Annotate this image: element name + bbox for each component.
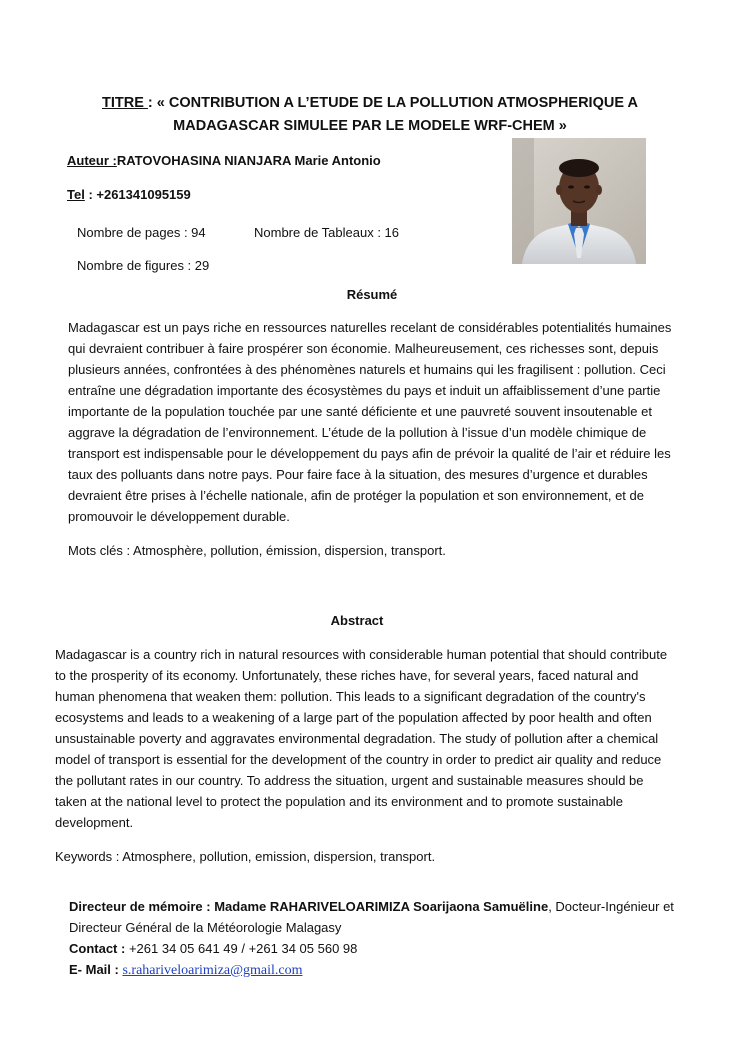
author-label: Auteur : xyxy=(67,153,117,168)
email-label: E- Mail : xyxy=(69,962,123,977)
resume-text: Madagascar est un pays riche en ressources naturelles recelant de considérables potentialités humaines qui devraient contribuer à faire prospérer son économie. Malheureusement, ces richesses sont, depuis plusieurs années, confrontées à des phénomènes naturels et humains qui les fragilisent : pollution. Ceci entraîne une dégradation importante des écosystèmes du pays et induit un affaiblissement d’une partie importante de la population touchée par une santé déficiente et une pauvreté souvent insoutenable et aggrave la dégradation de l’environnement. L’étude de la pollution à l’issue d’un modèle chimique de transport est indispensable pour le développement du pays afin de prévoir la qualité de l’air et réduire les taux des polluants dans notre pays. Pour faire face à la situation, des mesures d’urgence et durables devraient être prises à l’échelle nationale, afin de protéger la population et son environnement, et de promouvoir le développement durable. xyxy=(68,320,672,524)
author-photo xyxy=(512,138,646,264)
pages-count: Nombre de pages : 94 xyxy=(77,225,206,240)
contact-label: Contact : xyxy=(69,941,129,956)
abstract-heading: Abstract xyxy=(330,613,384,628)
title-line-2: MADAGASCAR SIMULEE PAR LE MODELE WRF-CHEM » xyxy=(173,118,567,134)
abstract-keywords: Keywords : Atmosphere, pollution, emission, dispersion, transport. xyxy=(55,849,436,864)
author-name: RATOVOHASINA NIANJARA Marie Antonio xyxy=(116,153,381,168)
author-photo-portrait xyxy=(512,138,646,264)
resume-heading: Résumé xyxy=(346,287,398,302)
tables-count: Nombre de Tableaux : 16 xyxy=(254,225,400,240)
resume-keywords: Mots clés : Atmosphère, pollution, émission, dispersion, transport. xyxy=(68,543,446,558)
director-line xyxy=(69,896,689,938)
figures-count: Nombre de figures : 29 xyxy=(77,258,210,273)
title-colon: : xyxy=(147,95,157,111)
author-line xyxy=(67,153,381,169)
title-line-1: « CONTRIBUTION A L’ETUDE DE LA POLLUTION ATMOSPHERIQUE A xyxy=(156,95,638,111)
director-block xyxy=(69,896,689,981)
phone-line xyxy=(67,187,191,203)
title-label: TITRE xyxy=(102,95,148,111)
email-line xyxy=(69,959,689,981)
document-title xyxy=(60,92,680,138)
abstract-text: Madagascar is a country rich in natural resources with considerable human potential that should contribute to the prosperity of its economy. Unfortunately, these riches have, for several years, faced natural and human phenomena that weaken them: pollution. This leads to a significant degradation of the country's ecosystems and leads to a weakening of a large part of the population affected by poor health and often unsustainable poverty and aggravates environmental degradation. The study of pollution after a chemical model of transport is essential for the development of the country in order to predict air quality and reduce the pollutant rates in our country. To address the situation, urgent and sustainable measures should be taken at the national level to protect the population and its environment and to promote sustainable development. xyxy=(55,647,668,830)
director-title: , Docteur-Ingénieur et Directeur Général de la Météorologie Malagasy xyxy=(69,899,674,935)
phone-value: : +261341095159 xyxy=(84,187,191,202)
phone-label: Tel xyxy=(67,187,85,202)
director-label: Directeur de mémoire : Madame RAHARIVELOARIMIZA Soarijaona Samuëline xyxy=(69,899,549,914)
email-link[interactable]: s.rahariveloarimiza@gmail.com xyxy=(122,963,303,978)
contact-line xyxy=(69,938,689,959)
contact-value: +261 34 05 641 49 / +261 34 05 560 98 xyxy=(128,941,358,956)
